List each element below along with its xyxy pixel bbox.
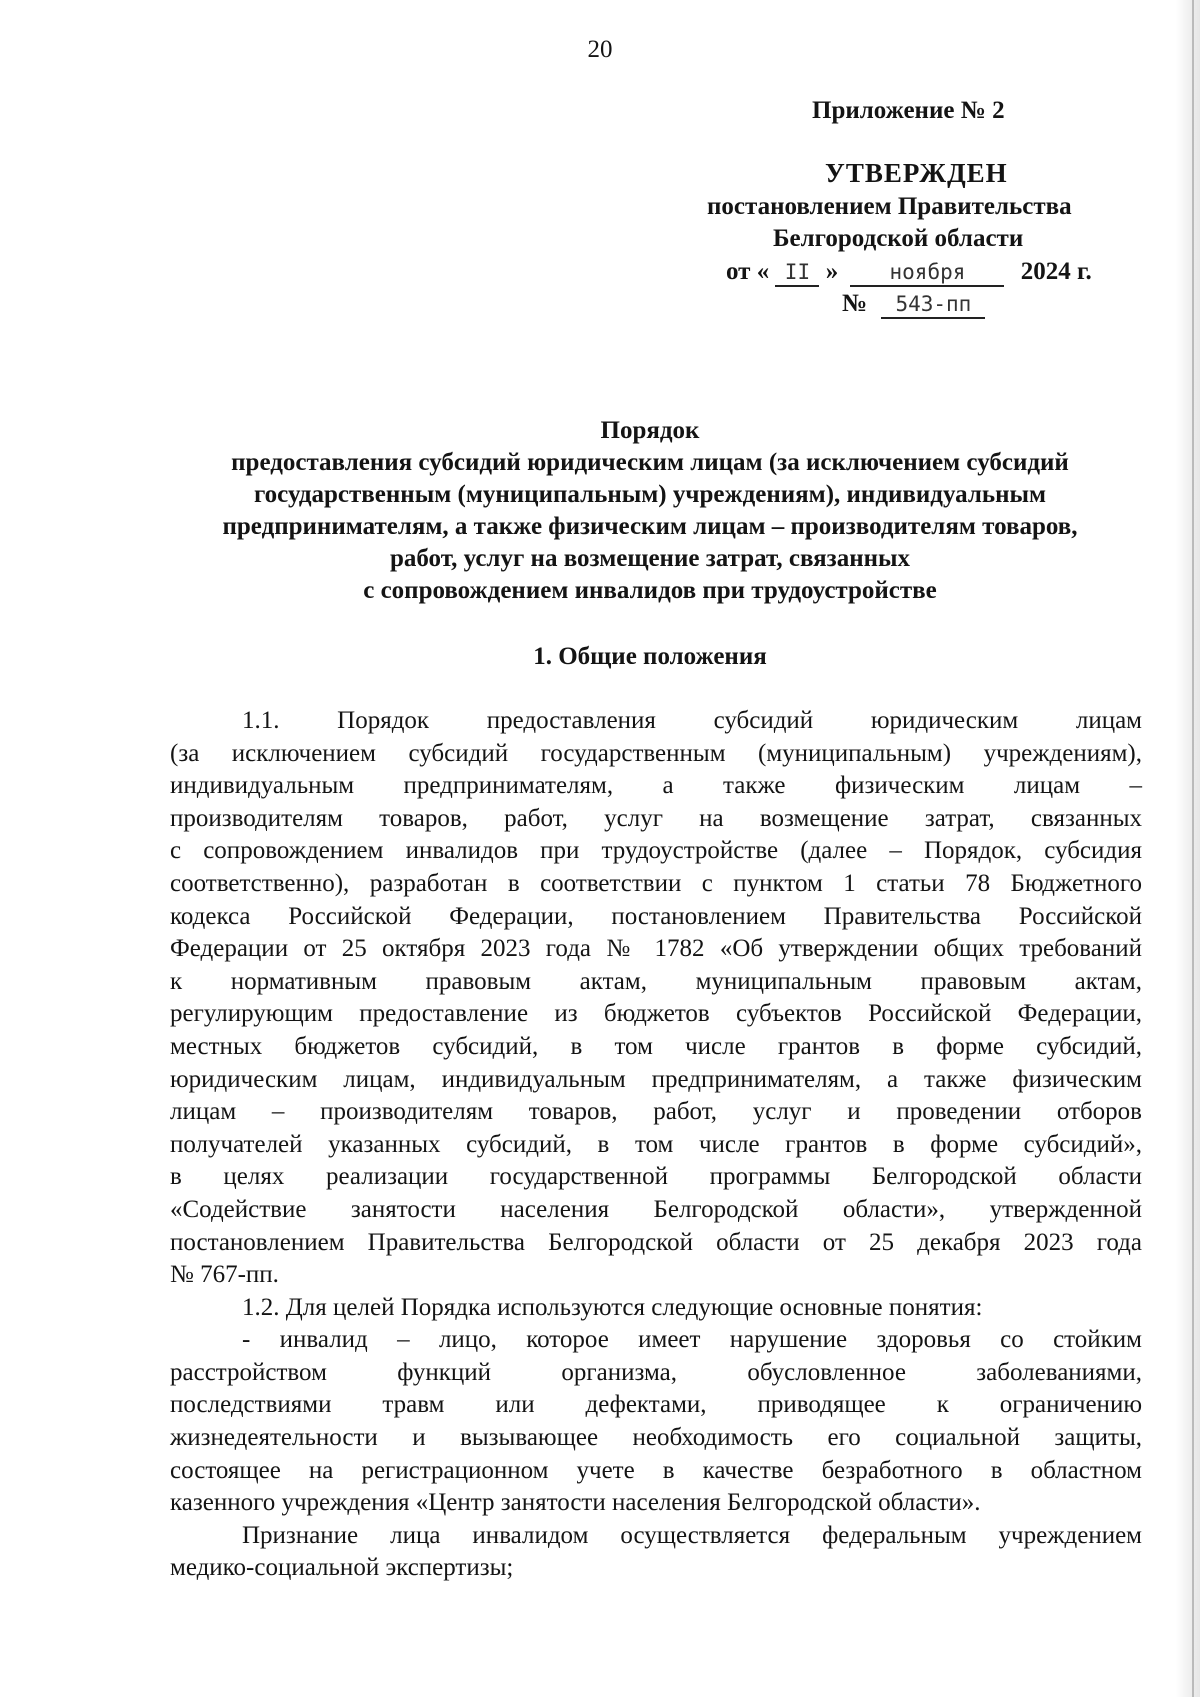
document-title [140, 415, 1160, 607]
paragraph-line: регулирующим предоставление из бюджетов субъектов Российской Федерации, [170, 1000, 1142, 1028]
decree-line-1: постановлением Правительства [707, 193, 1072, 220]
paragraph-line: соответственно), разработан в соответствии с пунктом 1 статьи 78 Бюджетного [170, 869, 1142, 897]
page-edge-shadow [1176, 0, 1200, 1697]
paragraph-line: (за исключением субсидий государственным (муниципальным) учреждениям), [170, 739, 1142, 767]
handwritten-month: ноября [850, 259, 1004, 287]
paragraph-line: 1.1. Порядок предоставления субсидий юридическим лицам [242, 707, 1142, 734]
paragraph-line: Признание лица инвалидом осуществляется федеральным учреждением [242, 1521, 1142, 1549]
approved-stamp-text: УТВЕРЖДЕН [825, 158, 1008, 188]
paragraph-line: постановлением Правительства Белгородской области от 25 декабря 2023 года [170, 1228, 1142, 1256]
page-number: 20 [587, 36, 613, 63]
paragraph-line: расстройством функций организма, обусловленное заболеваниями, [170, 1358, 1142, 1386]
paragraph-line: Федерации от 25 октября 2023 года № 1782 «Об утверждении общих требований [170, 935, 1142, 963]
paragraph-line: к нормативным правовым актам, муниципальным правовым актам, [170, 967, 1142, 995]
date-year: 2024 г. [1020, 258, 1092, 285]
number-prefix: № [842, 290, 868, 317]
paragraph-line: последствиями травм или дефектами, приводящее к ограничению [170, 1391, 1142, 1419]
handwritten-day: II [775, 259, 819, 287]
body-text [170, 705, 1142, 1585]
paragraph-line: производителям товаров, работ, услуг на возмещение затрат, связанных [170, 804, 1142, 832]
title-line: государственным (муниципальным) учреждениям), индивидуальным [253, 481, 1047, 508]
paragraph-line: «Содействие занятости населения Белгородской области», утвержденной [170, 1195, 1142, 1223]
handwritten-number: 543-пп [881, 291, 985, 319]
paragraph-line: состоящее на регистрационном учете в качестве безработного в областном [170, 1456, 1142, 1484]
decree-number [842, 288, 985, 320]
paragraph-line: индивидуальным предпринимателям, а также физическим лицам – [170, 772, 1142, 800]
paragraph-line: кодекса Российской Федерации, постановлением Правительства Российской [170, 902, 1142, 930]
title-line: работ, услуг на возмещение затрат, связанных [389, 545, 911, 572]
decree-date [726, 256, 1092, 288]
section-heading: 1. Общие положения [533, 643, 767, 670]
appendix-label: Приложение № 2 [812, 97, 1005, 124]
paragraph-line: местных бюджетов субсидий, в том числе грантов в форме субсидий, [170, 1032, 1142, 1060]
paragraph-line: в целях реализации государственной программы Белгородской области [170, 1163, 1142, 1191]
title-line: предпринимателям, а также физическим лицам – производителям товаров, [222, 513, 1078, 540]
date-prefix: от « [726, 258, 770, 285]
paragraph-line: лицам – производителям товаров, работ, услуг и проведении отборов [170, 1098, 1142, 1126]
date-close-quote: » [825, 258, 839, 285]
title-line: предоставления субсидий юридическим лицам (за исключением субсидий [231, 449, 1069, 476]
title-heading: Порядок [600, 417, 700, 444]
paragraph-line: - инвалид – лицо, которое имеет нарушение здоровья со стойким [242, 1326, 1142, 1354]
title-line: с сопровождением инвалидов при трудоустройстве [363, 577, 937, 604]
decree-line-2: Белгородской области [773, 225, 1024, 252]
paragraph-line: жизнедеятельности и вызывающее необходимость его социальной защиты, [170, 1424, 1142, 1452]
paragraph-line: 1.2. Для целей Порядка используются следующие основные понятия: [242, 1293, 983, 1321]
paragraph-line: казенного учреждения «Центр занятости населения Белгородской области». [170, 1489, 981, 1517]
page-edge-line [1192, 0, 1194, 1697]
paragraph-line: получателей указанных субсидий, в том числе грантов в форме субсидий», [170, 1130, 1142, 1158]
paragraph-line: медико-социальной экспертизы; [170, 1554, 514, 1582]
paragraph-line: юридическим лицам, индивидуальным предпринимателям, а также физическим [170, 1065, 1142, 1093]
paragraph-line: № 767-пп. [170, 1261, 279, 1289]
paragraph-line: с сопровождением инвалидов при трудоустройстве (далее – Порядок, субсидия [170, 837, 1142, 865]
